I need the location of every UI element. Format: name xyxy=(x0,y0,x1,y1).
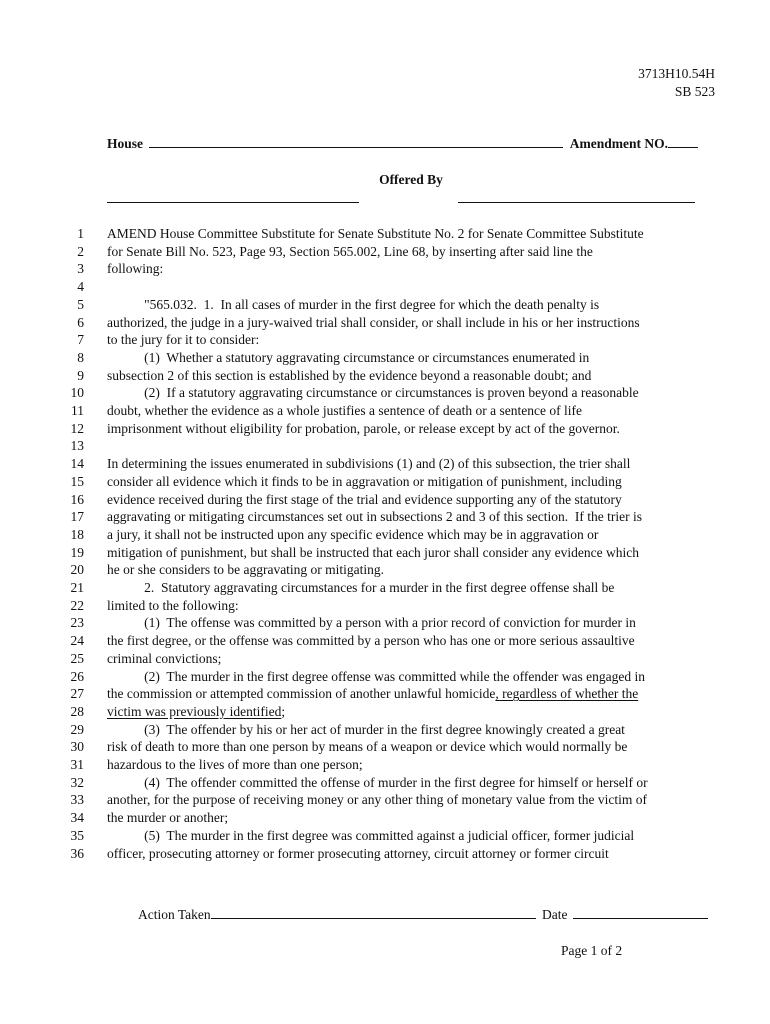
line-text xyxy=(107,685,638,703)
line-text xyxy=(107,367,591,385)
line-number: 28 xyxy=(70,703,84,719)
text-segment: the commission or attempted commission of another unlawful homicide xyxy=(107,686,496,702)
line-text xyxy=(107,738,627,756)
line-text xyxy=(107,632,635,650)
text-segment: following: xyxy=(107,261,164,277)
line-text xyxy=(107,296,599,314)
text-segment: (3) The offender by his or her act of murder in the first degree knowingly created a great xyxy=(107,721,625,737)
line-35 xyxy=(0,827,770,845)
line-18 xyxy=(0,526,770,544)
line-text xyxy=(107,402,582,420)
line-text xyxy=(107,508,642,526)
line-number: 8 xyxy=(77,349,84,365)
text-segment: subsection 2 of this section is established by the evidence beyond a reasonable doubt; and xyxy=(107,367,592,383)
line-23 xyxy=(0,614,770,632)
line-34 xyxy=(0,809,770,827)
line-4 xyxy=(0,278,770,296)
text-segment: he or she considers to be aggravating or mitigating. xyxy=(107,562,385,578)
amendment-number-blank xyxy=(668,135,698,148)
line-number: 13 xyxy=(70,438,84,454)
document-id: 3713H10.54H xyxy=(638,66,715,81)
line-number: 15 xyxy=(70,473,84,489)
line-15 xyxy=(0,473,770,491)
text-segment: imprisonment without eligibility for probation, parole, or release except by act of the governor. xyxy=(107,420,620,436)
line-30 xyxy=(0,738,770,756)
text-segment: AMEND House Committee Substitute for Senate Substitute No. 2 for Senate Committee Substitute xyxy=(107,226,644,241)
line-text xyxy=(107,331,259,349)
text-segment: (2) The murder in the first degree offense was committed while the offender was engaged in xyxy=(107,668,645,684)
line-14 xyxy=(0,455,770,473)
text-segment: (1) The offense was committed by a person with a prior record of conviction for murder in xyxy=(107,615,636,631)
text-segment: a jury, it shall not be instructed upon any specific evidence which may be in aggravation or xyxy=(107,526,599,542)
line-8 xyxy=(0,349,770,367)
line-12 xyxy=(0,420,770,438)
line-3 xyxy=(0,260,770,278)
line-text xyxy=(107,703,285,721)
text-segment: limited to the following: xyxy=(107,597,239,613)
text-segment: another, for the purpose of receiving money or any other thing of monetary value from the victim of xyxy=(107,792,648,808)
text-segment: aggravating or mitigating circumstances set out in subsections 2 and 3 of this section. If the trier is xyxy=(107,509,643,525)
offered-by-blank-2 xyxy=(458,202,695,203)
text-segment: 2. Statutory aggravating circumstances for a murder in the first degree offense shall be xyxy=(107,580,615,595)
line-number: 17 xyxy=(70,509,84,525)
house-blank xyxy=(149,135,563,148)
line-20 xyxy=(0,561,770,579)
line-number: 9 xyxy=(77,367,84,383)
line-10 xyxy=(0,384,770,402)
line-number: 27 xyxy=(70,686,84,702)
text-segment: "565.032. 1. In all cases of murder in the first degree for which the death penalty is xyxy=(107,296,600,312)
line-2 xyxy=(0,243,770,261)
line-number: 22 xyxy=(70,597,84,613)
action-taken-row xyxy=(138,906,728,924)
line-22 xyxy=(0,597,770,615)
text-segment: the murder or another; xyxy=(107,810,229,826)
line-text xyxy=(107,526,598,544)
line-text xyxy=(107,774,648,792)
line-25 xyxy=(0,650,770,668)
line-33 xyxy=(0,791,770,809)
line-text xyxy=(107,845,609,863)
line-number: 19 xyxy=(70,544,84,560)
line-number: 10 xyxy=(70,385,84,401)
house-amendment-line xyxy=(107,135,717,153)
line-text xyxy=(107,314,640,332)
line-text xyxy=(107,473,622,491)
date-label: Date xyxy=(542,907,568,922)
line-11 xyxy=(0,402,770,420)
line-number: 31 xyxy=(70,757,84,772)
line-text xyxy=(107,614,636,632)
text-segment: (2) If a statutory aggravating circumstance or circumstances is proven beyond a reasonable xyxy=(107,385,639,401)
line-29 xyxy=(0,721,770,739)
text-segment: (4) The offender committed the offense of murder in the first degree for himself or herself or xyxy=(107,774,648,790)
line-number: 7 xyxy=(77,332,84,348)
line-number: 30 xyxy=(70,739,84,755)
line-number: 4 xyxy=(77,279,84,295)
line-text xyxy=(107,809,228,827)
text-segment: for Senate Bill No. 523, Page 93, Section 565.002, Line 68, by inserting after said line the xyxy=(107,243,593,259)
line-number: 36 xyxy=(70,845,84,861)
line-5 xyxy=(0,296,770,314)
bill-number: SB 523 xyxy=(674,84,715,99)
line-36 xyxy=(0,845,770,863)
line-1 xyxy=(0,225,770,243)
line-16 xyxy=(0,491,770,509)
line-number: 5 xyxy=(77,296,84,312)
line-text xyxy=(107,491,622,509)
offered-by-blank-1 xyxy=(107,202,359,203)
line-27 xyxy=(0,685,770,703)
line-number: 14 xyxy=(70,456,84,472)
line-text xyxy=(107,827,634,845)
page-number: Page 1 of 2 xyxy=(561,943,623,958)
line-32 xyxy=(0,774,770,792)
line-text xyxy=(107,384,639,402)
date-blank xyxy=(573,906,708,919)
text-segment: consider all evidence which it finds to be in aggravation or mitigation of punishment, including xyxy=(107,473,622,489)
text-segment: doubt, whether the evidence as a whole justifies a sentence of death or a sentence of life xyxy=(107,403,582,418)
line-text xyxy=(107,349,589,367)
amendment-label: Amendment NO. xyxy=(569,136,669,151)
house-label: House xyxy=(107,136,144,151)
line-number: 33 xyxy=(70,792,84,808)
line-21 xyxy=(0,579,770,597)
line-text xyxy=(107,791,647,809)
inserted-text: , regardless of whether the xyxy=(495,686,639,702)
line-7 xyxy=(0,331,770,349)
line-28 xyxy=(0,703,770,721)
inserted-text: victim was previously identified xyxy=(107,703,282,719)
line-text xyxy=(107,260,163,278)
line-text xyxy=(107,561,384,579)
line-number: 29 xyxy=(70,721,84,737)
line-31 xyxy=(0,756,770,774)
line-number: 34 xyxy=(70,810,84,826)
line-17 xyxy=(0,508,770,526)
line-text xyxy=(107,243,593,261)
line-number: 12 xyxy=(70,420,84,436)
text-segment: officer, prosecuting attorney or former prosecuting attorney, circuit attorney or former circuit xyxy=(107,845,609,861)
line-text xyxy=(107,455,630,473)
line-number: 11 xyxy=(71,403,84,418)
line-number: 26 xyxy=(70,668,84,684)
document-header xyxy=(638,65,715,101)
line-number: 3 xyxy=(77,261,84,277)
line-9 xyxy=(0,367,770,385)
offered-by-label: Offered By xyxy=(379,172,443,187)
text-segment: In determining the issues enumerated in subdivisions (1) and (2) of this subsection, the trier shall xyxy=(107,456,631,472)
line-number: 16 xyxy=(70,491,84,507)
text-segment: risk of death to more than one person by means of a weapon or device which would normally be xyxy=(107,739,628,755)
text-segment: the first degree, or the offense was committed by a person who has one or more serious assaultive xyxy=(107,633,635,649)
line-number: 20 xyxy=(70,562,84,578)
text-segment: authorized, the judge in a jury-waived trial shall consider, or shall include in his or her instructions xyxy=(107,314,640,330)
line-number: 35 xyxy=(70,827,84,843)
text-segment: to the jury for it to consider: xyxy=(107,332,260,348)
line-text xyxy=(107,597,239,615)
line-text xyxy=(107,579,614,597)
line-19 xyxy=(0,544,770,562)
line-number: 24 xyxy=(70,633,84,649)
line-number: 32 xyxy=(70,774,84,790)
text-segment: (1) Whether a statutory aggravating circumstance or circumstances enumerated in xyxy=(107,349,590,365)
line-13 xyxy=(0,437,770,455)
text-segment: evidence received during the first stage of the trial and evidence supporting any of the statutory xyxy=(107,491,622,507)
action-taken-label: Action Taken xyxy=(138,907,211,922)
text-segment: (5) The murder in the first degree was committed against a judicial officer, former judicial xyxy=(107,827,635,843)
line-number: 23 xyxy=(70,615,84,631)
line-26 xyxy=(0,668,770,686)
line-text xyxy=(107,721,625,739)
line-number: 1 xyxy=(77,226,84,241)
line-number: 25 xyxy=(70,650,84,666)
line-text xyxy=(107,756,363,774)
line-text xyxy=(107,650,221,668)
line-number: 21 xyxy=(70,580,84,595)
offered-by-row xyxy=(0,171,770,189)
line-6 xyxy=(0,314,770,332)
text-segment: hazardous to the lives of more than one person; xyxy=(107,757,363,772)
action-taken-blank xyxy=(211,906,536,919)
line-number: 6 xyxy=(77,314,84,330)
line-text xyxy=(107,420,620,438)
line-text xyxy=(107,225,644,243)
line-24 xyxy=(0,632,770,650)
line-number: 18 xyxy=(70,526,84,542)
line-text xyxy=(107,668,645,686)
text-segment: ; xyxy=(281,703,286,719)
line-number: 2 xyxy=(77,243,84,259)
text-segment: criminal convictions; xyxy=(107,650,222,666)
line-text xyxy=(107,544,639,562)
text-segment: mitigation of punishment, but shall be instructed that each juror shall consider any evidence which xyxy=(107,544,639,560)
